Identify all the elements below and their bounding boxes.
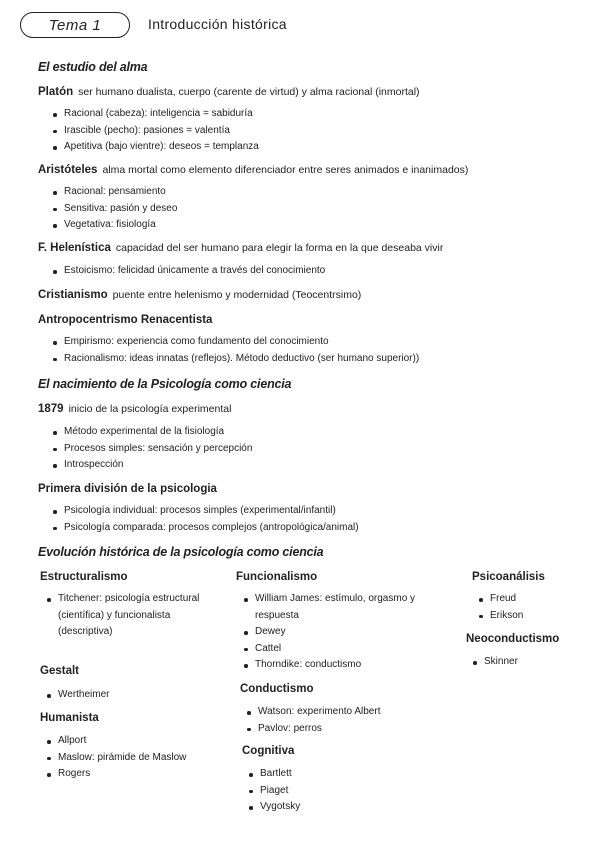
conductismo-heading: Conductismo bbox=[240, 683, 314, 695]
list-item: Allport bbox=[46, 733, 186, 750]
list-item: Sensitiva: pasión y deseo bbox=[52, 201, 177, 218]
aristoteles-desc: alma mortal como elemento diferenciador entre seres animados e inanimados) bbox=[102, 164, 469, 176]
list-item: Empirismo: experiencia como fundamento del conocimiento bbox=[52, 334, 419, 351]
funcionalismo-list bbox=[243, 591, 443, 674]
estructuralismo-list bbox=[46, 591, 206, 641]
antropocentrismo-heading: Antropocentrismo Renacentista bbox=[38, 314, 213, 326]
platon-name: Platón bbox=[38, 86, 74, 98]
section-heading-nacimiento: El nacimiento de la Psicología como ciencia bbox=[38, 377, 292, 391]
list-item: Vygotsky bbox=[248, 799, 300, 816]
psicoanalisis-heading: Psicoanálisis bbox=[472, 571, 545, 583]
antropocentrismo-list bbox=[52, 334, 419, 367]
platon-line bbox=[38, 86, 420, 98]
page-title: Introducción histórica bbox=[148, 16, 287, 32]
list-item: Erikson bbox=[478, 608, 523, 625]
cristianismo-line bbox=[38, 289, 361, 301]
list-item: Irascible (pecho): pasiones = valentía bbox=[52, 123, 259, 140]
year-list bbox=[52, 424, 252, 474]
gestalt-list bbox=[46, 687, 110, 704]
list-item: Vegetativa: fisiología bbox=[52, 217, 177, 234]
list-item: Maslow: pirámide de Maslow bbox=[46, 750, 186, 767]
section-heading-alma: El estudio del alma bbox=[38, 60, 148, 74]
funcionalismo-heading: Funcionalismo bbox=[236, 571, 318, 583]
cristianismo-name: Cristianismo bbox=[38, 289, 108, 301]
aristoteles-line bbox=[38, 164, 468, 176]
list-item: Titchener: psicología estructural (científica) y funcionalista (descriptiva) bbox=[46, 591, 206, 641]
list-item: Freud bbox=[478, 591, 523, 608]
list-item: Psicología comparada: procesos complejos (antropológica/animal) bbox=[52, 520, 359, 537]
list-item: Watson: experimento Albert bbox=[246, 704, 380, 721]
year-desc: inicio de la psicología experimental bbox=[68, 403, 232, 415]
division-list bbox=[52, 503, 359, 536]
platon-list bbox=[52, 106, 259, 156]
list-item: Introspección bbox=[52, 457, 252, 474]
list-item: Apetitiva (bajo vientre): deseos = templanza bbox=[52, 139, 259, 156]
platon-desc: ser humano dualista, cuerpo (carente de virtud) y alma racional (inmortal) bbox=[78, 86, 420, 98]
aristoteles-list bbox=[52, 184, 177, 234]
humanista-list bbox=[46, 733, 186, 783]
aristoteles-name: Aristóteles bbox=[38, 164, 98, 176]
list-item: Cattel bbox=[243, 641, 443, 658]
humanista-heading: Humanista bbox=[40, 712, 99, 724]
conductismo-list bbox=[246, 704, 380, 737]
section-heading-evolucion: Evolución histórica de la psicología como ciencia bbox=[38, 545, 324, 559]
list-item: Bartlett bbox=[248, 766, 300, 783]
cognitiva-heading: Cognitiva bbox=[242, 745, 295, 757]
estructuralismo-heading: Estructuralismo bbox=[40, 571, 128, 583]
list-item: Rogers bbox=[46, 766, 186, 783]
list-item: Psicología individual: procesos simples (experimental/infantil) bbox=[52, 503, 359, 520]
neoconductismo-heading: Neoconductismo bbox=[466, 633, 560, 645]
list-item: Piaget bbox=[248, 783, 300, 800]
cognitiva-list bbox=[248, 766, 300, 816]
helenistica-name: F. Helenística bbox=[38, 242, 111, 254]
list-item: Racional: pensamiento bbox=[52, 184, 177, 201]
topic-badge: Tema 1 bbox=[20, 12, 130, 38]
list-item: Pavlov: perros bbox=[246, 721, 380, 738]
list-item: Wertheimer bbox=[46, 687, 110, 704]
list-item: William James: estímulo, orgasmo y respuesta bbox=[243, 591, 443, 624]
list-item: Skinner bbox=[472, 654, 518, 671]
year-name: 1879 bbox=[38, 403, 64, 415]
division-heading: Primera división de la psicologia bbox=[38, 483, 217, 495]
helenistica-desc: capacidad del ser humano para elegir la forma en la que deseaba vivir bbox=[115, 242, 444, 254]
list-item: Thorndike: conductismo bbox=[243, 657, 443, 674]
neoconductismo-list bbox=[472, 654, 518, 671]
list-item: Racional (cabeza): inteligencia = sabiduría bbox=[52, 106, 259, 123]
psicoanalisis-list bbox=[478, 591, 523, 624]
gestalt-heading: Gestalt bbox=[40, 665, 79, 677]
list-item: Racionalismo: ideas innatas (reflejos). Método deductivo (ser humano superior)) bbox=[52, 351, 419, 368]
year-line bbox=[38, 403, 231, 415]
cristianismo-desc: puente entre helenismo y modernidad (Teocentrsimo) bbox=[112, 289, 362, 301]
list-item: Dewey bbox=[243, 624, 443, 641]
helenistica-line bbox=[38, 242, 443, 254]
list-item: Método experimental de la fisiología bbox=[52, 424, 252, 441]
list-item: Procesos simples: sensación y percepción bbox=[52, 441, 252, 458]
helenistica-list bbox=[52, 263, 325, 280]
list-item: Estoicismo: felicidad únicamente a través del conocimiento bbox=[52, 263, 325, 280]
